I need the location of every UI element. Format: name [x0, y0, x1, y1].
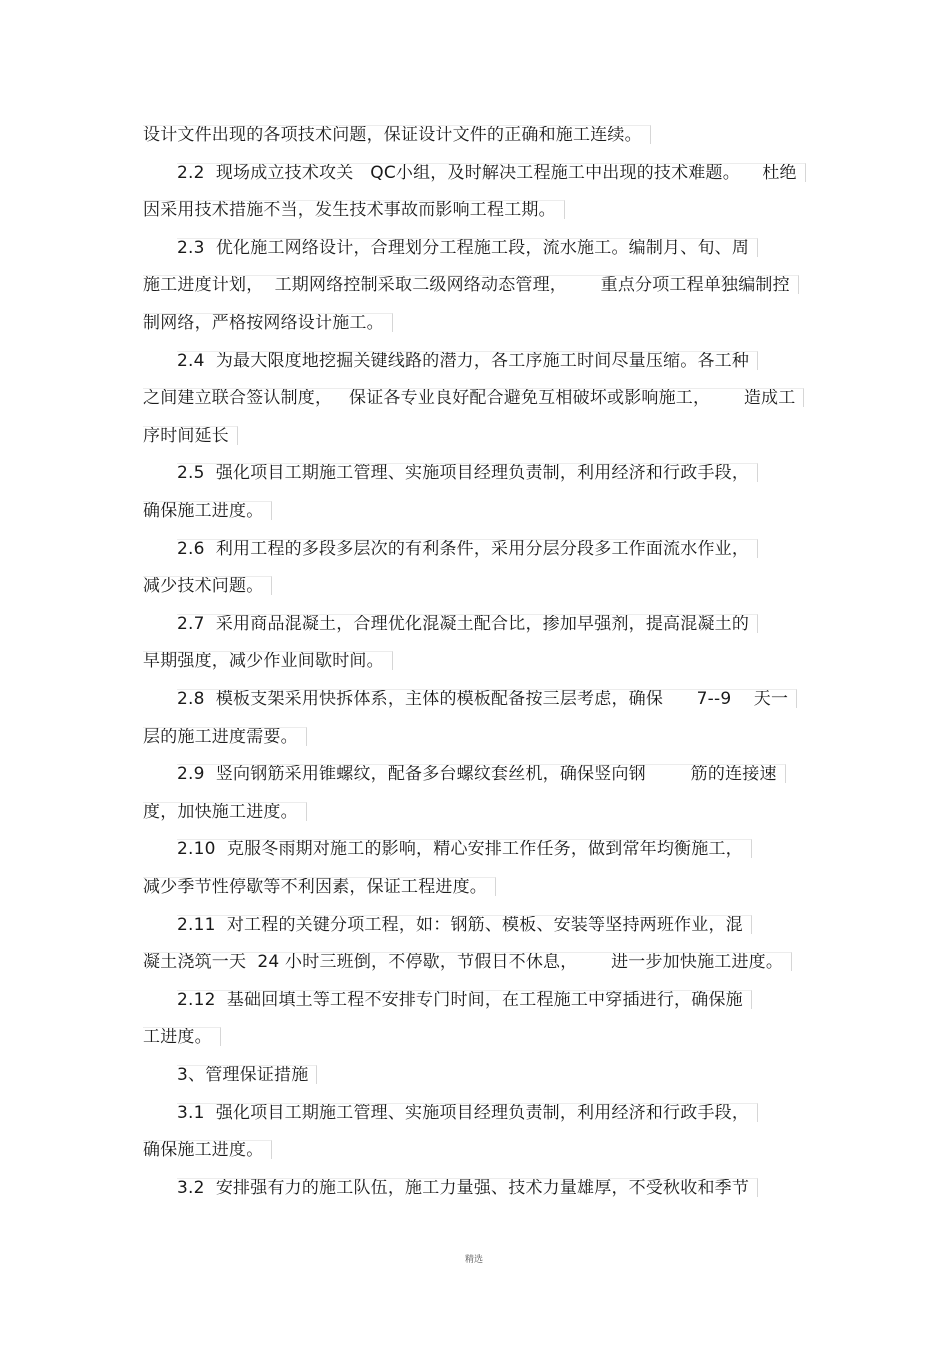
- text-line: 2.4 为最大限度地挖掘关键线路的潜力，各工序施工时间尽量压缩。各工种: [177, 351, 750, 371]
- line-box-rule: [177, 163, 806, 182]
- line-box-rule: [177, 764, 786, 783]
- line-box-rule: [143, 1140, 272, 1159]
- line-box-rule: [143, 877, 496, 896]
- text-line: 序时间延长: [143, 426, 229, 446]
- text-line: 确保施工进度。: [143, 1140, 264, 1160]
- line-box-rule: [143, 727, 307, 746]
- text-line: 2.9 竖向钢筋采用锥螺纹，配备多台螺纹套丝机，确保竖向钢 筋的连接速: [177, 764, 777, 784]
- text-line: 2.6 利用工程的多段多层次的有利条件，采用分层分段多工作面流水作业，: [177, 539, 750, 559]
- line-box-rule: [143, 200, 565, 219]
- line-box-rule: [177, 1065, 317, 1084]
- line-box-rule: [143, 313, 393, 332]
- line-box-rule: [177, 1103, 758, 1122]
- text-line: 之间建立联合签认制度， 保证各专业良好配合避免互相破坏或影响施工， 造成工: [143, 388, 796, 408]
- text-line: 凝土浇筑一天 24 小时三班倒，不停歇，节假日不休息， 进一步加快施工进度。: [143, 952, 784, 972]
- text-line: 减少技术问题。: [143, 576, 264, 596]
- line-box-rule: [143, 125, 651, 144]
- text-line: 2.11 对工程的关键分项工程，如：钢筋、模板、安装等坚持两班作业，混: [177, 915, 743, 935]
- line-box-rule: [177, 351, 758, 370]
- text-line: 2.12 基础回填土等工程不安排专门时间，在工程施工中穿插进行，确保施: [177, 990, 743, 1010]
- text-line: 2.3 优化施工网络设计，合理划分工程施工段，流水施工。编制月、旬、周: [177, 238, 750, 258]
- text-line: 3、管理保证措施: [177, 1065, 309, 1085]
- line-box-rule: [143, 388, 804, 407]
- line-box-rule: [177, 238, 758, 257]
- text-line: 设计文件出现的各项技术问题，保证设计文件的正确和施工连续。: [143, 125, 642, 145]
- line-box-rule: [177, 614, 758, 633]
- line-box-rule: [177, 915, 752, 934]
- text-line: 3.2 安排强有力的施工队伍，施工力量强、技术力量雄厚，不受秋收和季节: [177, 1178, 750, 1198]
- page-footer: 精选: [465, 1255, 484, 1265]
- text-line: 3.1 强化项目工期施工管理、实施项目经理负责制，利用经济和行政手段，: [177, 1103, 750, 1123]
- line-box-rule: [177, 539, 758, 558]
- line-box-rule: [177, 839, 752, 858]
- line-box-rule: [143, 426, 238, 445]
- text-line: 度，加快施工进度。: [143, 802, 298, 822]
- text-line: 工进度。: [143, 1027, 212, 1047]
- line-box-rule: [143, 651, 393, 670]
- line-box-rule: [177, 1178, 758, 1197]
- text-line: 减少季节性停歇等不利因素，保证工程进度。: [143, 877, 487, 897]
- text-line: 层的施工进度需要。: [143, 727, 298, 747]
- text-line: 2.10 克服冬雨期对施工的影响，精心安排工作任务，做到常年均衡施工，: [177, 839, 743, 859]
- text-line: 2.7 采用商品混凝土，合理优化混凝土配合比，掺加早强剂，提高混凝土的: [177, 614, 750, 634]
- text-line: 因采用技术措施不当，发生技术事故而影响工程工期。: [143, 200, 556, 220]
- line-box-rule: [143, 275, 799, 294]
- line-box-rule: [143, 1027, 221, 1046]
- line-box-rule: [177, 689, 797, 708]
- line-box-rule: [177, 463, 758, 482]
- text-line: 施工进度计划， 工期网络控制采取二级网络动态管理， 重点分项工程单独编制控: [143, 275, 790, 295]
- text-line: 早期强度，减少作业间歇时间。: [143, 651, 384, 671]
- line-box-rule: [143, 952, 792, 971]
- line-box-rule: [143, 802, 307, 821]
- line-box-rule: [177, 990, 752, 1009]
- line-box-rule: [143, 576, 272, 595]
- text-line: 2.2 现场成立技术攻关 QC小组，及时解决工程施工中出现的技术难题。 杜绝: [177, 163, 797, 183]
- text-line: 2.8 模板支架采用快拆体系，主体的模板配备按三层考虑，确保 7--9 天一: [177, 689, 789, 709]
- text-line: 制网络，严格按网络设计施工。: [143, 313, 384, 333]
- line-box-rule: [143, 501, 272, 520]
- text-line: 2.5 强化项目工期施工管理、实施项目经理负责制，利用经济和行政手段，: [177, 463, 750, 483]
- text-line: 确保施工进度。: [143, 501, 264, 521]
